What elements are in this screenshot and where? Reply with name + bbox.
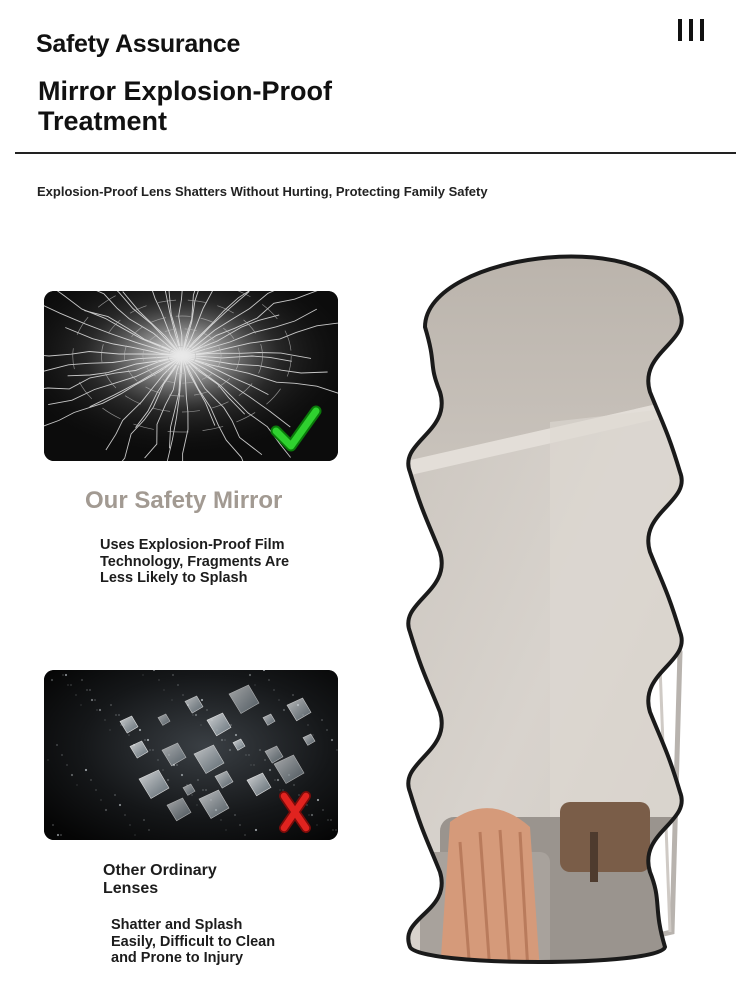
glass-speck	[94, 699, 95, 700]
glass-speck	[172, 674, 173, 675]
glass-speck	[115, 714, 116, 715]
glass-speck	[163, 689, 164, 690]
glass-speck	[282, 789, 283, 790]
glass-speck	[264, 759, 265, 760]
glass-speck	[202, 789, 203, 790]
glass-speck	[316, 824, 317, 825]
glass-speck	[181, 774, 183, 776]
safe-mirror-heading: Our Safety Mirror	[85, 487, 283, 514]
glass-speck	[119, 804, 121, 806]
glass-speck	[70, 684, 71, 685]
glass-speck	[96, 709, 97, 710]
glass-speck	[293, 784, 294, 785]
glass-speck	[162, 769, 163, 770]
glass-speck	[85, 769, 87, 771]
glass-speck	[86, 689, 87, 690]
glass-speck	[171, 699, 172, 700]
glass-speck	[322, 809, 323, 810]
glass-speck	[306, 804, 307, 805]
glass-speck	[254, 684, 255, 685]
glass-speck	[321, 719, 322, 720]
glass-speck	[332, 829, 333, 830]
glass-speck	[66, 764, 67, 765]
cracked-glass-photo	[44, 291, 338, 461]
glass-speck	[308, 814, 309, 815]
glass-speck	[220, 819, 221, 820]
glass-speck	[225, 829, 226, 830]
glass-speck	[90, 779, 91, 780]
glass-speck	[298, 794, 299, 795]
glass-speck	[195, 714, 197, 716]
glass-speck	[230, 724, 231, 725]
glass-speck	[75, 694, 76, 695]
glass-speck	[277, 779, 279, 781]
wavy-mirror-photo	[380, 232, 710, 972]
glass-speck	[57, 834, 59, 836]
glass-speck	[248, 754, 249, 755]
glass-speck	[326, 729, 327, 730]
subtitle: Explosion-Proof Lens Shatters Without Hurting, Protecting Family Safety	[37, 184, 488, 199]
glass-speck	[128, 734, 129, 735]
ordinary-lenses-description: Shatter and Splash Easily, Difficult to Clean and Prone to Injury	[111, 917, 276, 966]
glass-speck	[120, 724, 121, 725]
glass-speck	[139, 729, 141, 731]
glass-speck	[143, 819, 144, 820]
glass-speck	[279, 789, 280, 790]
glass-speck	[259, 749, 260, 750]
glass-speck	[311, 814, 313, 816]
glass-speck	[327, 819, 328, 820]
glass-speck	[81, 679, 82, 680]
glass-speck	[206, 709, 207, 710]
glass-speck	[148, 829, 149, 830]
glass-speck	[60, 834, 61, 835]
glass-speck	[273, 689, 274, 690]
glass-speck	[157, 759, 158, 760]
glass-speck	[46, 670, 47, 671]
glass-speck	[191, 794, 192, 795]
glass-speck	[239, 824, 240, 825]
glass-speck	[118, 714, 119, 715]
glass-speck	[250, 764, 251, 765]
glass-speck	[274, 779, 275, 780]
glass-speck	[244, 834, 245, 835]
glass-speck	[104, 719, 105, 720]
three-bars-icon	[678, 19, 706, 41]
glass-speck	[76, 784, 77, 785]
glass-speck	[65, 674, 67, 676]
glass-speck	[331, 739, 333, 741]
glass-speck	[52, 824, 53, 825]
glass-speck	[278, 699, 279, 700]
glass-speck	[95, 789, 96, 790]
glass-speck	[253, 764, 254, 765]
title-safety-assurance: Safety Assurance	[36, 30, 241, 58]
glass-speck	[245, 754, 246, 755]
glass-speck	[269, 769, 271, 771]
glass-speck	[197, 779, 198, 780]
glass-speck	[177, 684, 178, 685]
glass-speck	[317, 799, 319, 801]
glass-speck	[205, 789, 206, 790]
glass-speck	[109, 729, 110, 730]
glass-speck	[335, 829, 336, 830]
glass-speck	[268, 679, 269, 680]
glass-speck	[235, 734, 237, 736]
glass-speck	[283, 709, 285, 711]
glass-speck	[312, 734, 313, 735]
glass-speck	[89, 689, 90, 690]
glass-speck	[147, 739, 149, 741]
glass-speck	[99, 709, 101, 711]
glass-speck	[105, 809, 107, 811]
glass-speck	[234, 814, 235, 815]
title-explosion-proof: Mirror Explosion-Proof Treatment	[38, 76, 333, 136]
glass-speck	[62, 674, 63, 675]
glass-speck	[71, 774, 73, 776]
glass-speck	[129, 824, 130, 825]
glass-speck	[201, 699, 203, 701]
glass-speck	[200, 724, 201, 725]
glass-speck	[167, 779, 169, 781]
glass-speck	[142, 674, 143, 675]
glass-speck	[56, 744, 57, 745]
glass-speck	[61, 754, 62, 755]
ordinary-lenses-heading: Other Ordinary Lenses	[103, 862, 217, 897]
glass-speck	[292, 694, 293, 695]
shattered-glass-photo	[44, 670, 338, 840]
glass-speck	[44, 670, 45, 671]
glass-speck	[336, 749, 337, 750]
glass-speck	[114, 794, 115, 795]
header-divider	[15, 152, 736, 154]
glass-speck	[91, 699, 93, 701]
glass-speck	[330, 819, 331, 820]
glass-speck	[158, 679, 159, 680]
glass-speck	[229, 749, 231, 751]
glass-speck	[110, 704, 111, 705]
glass-speck	[134, 834, 135, 835]
glass-speck	[182, 694, 183, 695]
glass-speck	[224, 739, 225, 740]
glass-speck	[100, 799, 101, 800]
glass-speck	[249, 674, 251, 676]
glass-speck	[67, 684, 68, 685]
glass-speck	[176, 764, 177, 765]
glass-speck	[152, 749, 153, 750]
glass-speck	[307, 724, 308, 725]
glass-speck	[149, 749, 150, 750]
glass-speck	[80, 704, 81, 705]
glass-speck	[47, 759, 48, 760]
glass-speck	[196, 804, 197, 805]
glass-speck	[144, 739, 145, 740]
glass-speck	[255, 829, 257, 831]
safe-mirror-description: Uses Explosion-Proof Film Technology, Fragments Are Less Likely to Splash	[100, 537, 290, 586]
glass-speck	[51, 679, 53, 681]
glass-speck	[124, 814, 125, 815]
glass-speck	[221, 739, 223, 741]
glass-speck	[192, 714, 193, 715]
